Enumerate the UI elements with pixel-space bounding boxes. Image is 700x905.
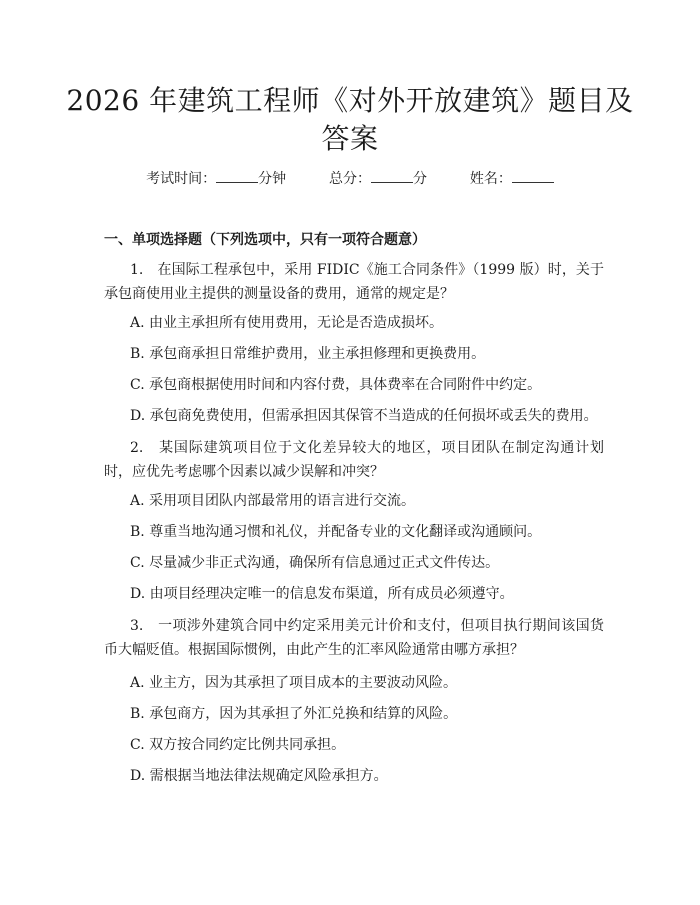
score-blank <box>371 168 413 183</box>
question-2-option-b: B. 尊重当地沟通习惯和礼仪，并配备专业的文化翻译或沟通顾问。 <box>130 524 542 540</box>
question-3-option-a: A. 业主方，因为其承担了项目成本的主要波动风险。 <box>130 675 458 691</box>
question-1-option-d: D. 承包商免费使用，但需承担因其保管不当造成的任何损坏或丢失的费用。 <box>130 408 598 424</box>
name-blank <box>512 168 554 183</box>
score-label: 总分： <box>329 171 371 187</box>
question-1-option-b: B. 承包商承担日常维护费用，业主承担修理和更换费用。 <box>130 346 486 362</box>
name-label: 姓名： <box>469 171 512 187</box>
time-label: 考试时间： <box>146 171 217 187</box>
title-line-2: 答案 <box>321 122 379 155</box>
time-blank <box>216 168 258 183</box>
section-heading: 一、单项选择题（下列选项中，只有一项符合题意） <box>104 232 426 248</box>
question-2-option-a: A. 采用项目团队内部最常用的语言进行交流。 <box>130 493 416 509</box>
time-unit: 分钟 <box>258 171 287 187</box>
question-2-option-d: D. 由项目经理决定唯一的信息发布渠道，所有成员必须遵守。 <box>130 586 514 602</box>
question-3-stem: 3. 一项涉外建筑合同中约定采用美元计价和支付，但项目执行期间该国货币大幅贬值。根据国际惯例，由此产生的汇率风险通常由哪方承担？ <box>104 618 604 658</box>
question-3-option-b: B. 承包商方，因为其承担了外汇兑换和结算的风险。 <box>130 706 458 722</box>
question-3-option-d: D. 需根据当地法律法规确定风险承担方。 <box>130 768 388 784</box>
page-title <box>60 82 640 158</box>
question-1-option-a: A. 由业主承担所有使用费用，无论是否造成损坏。 <box>130 315 444 331</box>
question-1-stem: 1. 在国际工程承包中，采用 FIDIC《施工合同条件》（1999 版）时，关于承包商使用业主提供的测量设备的费用，通常的规定是？ <box>104 262 604 302</box>
question-3-option-c: C. 双方按合同约定比例共同承担。 <box>130 737 346 753</box>
question-2-option-c: C. 尽量减少非正式沟通，确保所有信息通过正式文件传达。 <box>130 555 500 571</box>
score-unit: 分 <box>413 171 427 187</box>
exam-meta <box>0 168 700 189</box>
question-2-stem: 2. 某国际建筑项目位于文化差异较大的地区，项目团队在制定沟通计划时，应优先考虑哪个因素以减少误解和冲突？ <box>104 440 604 480</box>
title-line-1: 2026 年建筑工程师《对外开放建筑》题目及 <box>66 84 634 117</box>
question-1-option-c: C. 承包商根据使用时间和内容付费，具体费率在合同附件中约定。 <box>130 377 542 393</box>
